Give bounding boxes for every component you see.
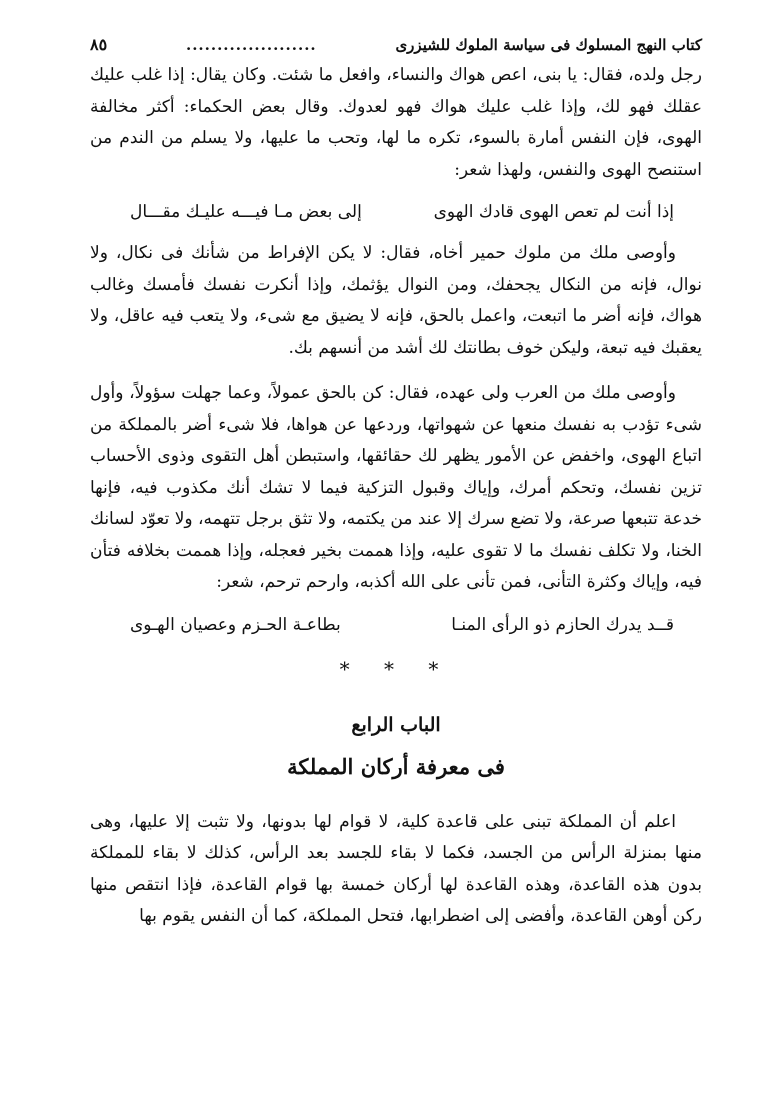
page-number: ٨٥ — [90, 35, 108, 54]
running-header — [90, 28, 702, 60]
paragraph-1: رجل ولده، فقال: يا بنى، اعص هواك والنساء، وافعل ما شئت. وكان يقال: إذا غلب عليك عقلك فهو لك، وإذا غلب عليك هواك فهو لعدوك. وقال بعض الحكماء: أكثر مخالفة الهوى، فإن النفس أمارة بالسوء، تكره ما لها، وتحب ما عليها، ولا يسلم من الندم من استنصح الهوى والنفس، ولهذا شعر: — [90, 65, 702, 180]
chapter-heading: الباب الرابع — [351, 713, 441, 736]
verse-1-second-hemistich: إلى بعض مـا فيـــه عليـك مقـــال — [130, 202, 362, 222]
book-title: كتاب النهج المسلوك فى سياسة الملوك للشيزرى — [395, 36, 702, 54]
verse-2-second-hemistich: بطاعـة الحـزم وعصيان الهـوى — [130, 614, 341, 635]
verse-2-first-hemistich: قــد يدرك الحازم ذو الرأى المنـا — [451, 614, 674, 635]
book-page — [90, 28, 702, 933]
paragraph-3: وأوصى ملك من العرب ولى عهده، فقال: كن بالحق عمولاً، وعما جهلت سؤولاً، وأول شىء تؤدب به نفسك منعها عن شهواتها، وردعها عن هواها، فلا شىء أضر بالمملكة من اتباع الهوى، واخفض عن الأمور يظهر لك حقائقها، واستبطن أهل التقوى وذوى الأحساب تزين نفسك، وتحكم أمرك، وإياك وقبول التزكية فيما لا تشك أنك مكذوب فيه، فإنها خدعة تتبعها صرعة، ولا تضع سرك إلا عند من يكتمه، ولا تثق برجل تتهمه، ولا تعوّد لسانك الخنا، ولا تكلف نفسك ما لا تقوى عليه، وإذا هممت بخير فعجله، وإذا هممت بخلافه فتأن فيه، وإياك وكثرة التأنى، فمن تأنى على الله أكذبه، وارحم ترحم، شعر: — [90, 383, 702, 592]
verse-1-first-hemistich: إذا أنت لم تعص الهوى قادك الهوى — [433, 202, 674, 222]
chapter-subheading: فى معرفة أركان المملكة — [287, 753, 505, 779]
paragraph-gap — [90, 364, 702, 378]
leader-dots: ..................... — [185, 36, 317, 54]
paragraph-2: وأوصى ملك من ملوك حمير أخاه، فقال: لا يكن الإفراط من شأنك فى نكال، ولا نوال، فإنه من النكال يجحفك، ومن النوال يؤثمك، وإذا أنكرت نفسك فأمسك وغالب هواك، فإنه أضر ما اتبعت، واعمل بالحق، فإنه لا يضيق مع شىء، ولا يتعب فيه عاقل، ولا يعقبك فيه تبعة، وليكن خوف بطانتك لك أشد من أنسهم بك. — [90, 243, 702, 358]
verse-1 — [90, 196, 702, 228]
verse-2 — [90, 609, 702, 641]
paragraph-4: اعلم أن المملكة تبنى على قاعدة كلية، لا قوام لها بدونها، ولا تثبت إلا عليها، وهى منها بمنزلة الرأس من الجسد، فكما لا بقاء للجسد بعد الرأس، كذلك لا بقاء للمملكة بدون هذه القاعدة، وهذه القاعدة لها أركان خمسة بها قوام القاعدة، فإذا انتقص منها ركن أوهن القاعدة، وأفضى إلى اضطرابها، فتحل المملكة، كما أن النفس يقوم بها — [90, 811, 702, 926]
section-separator: * * * — [339, 656, 453, 681]
